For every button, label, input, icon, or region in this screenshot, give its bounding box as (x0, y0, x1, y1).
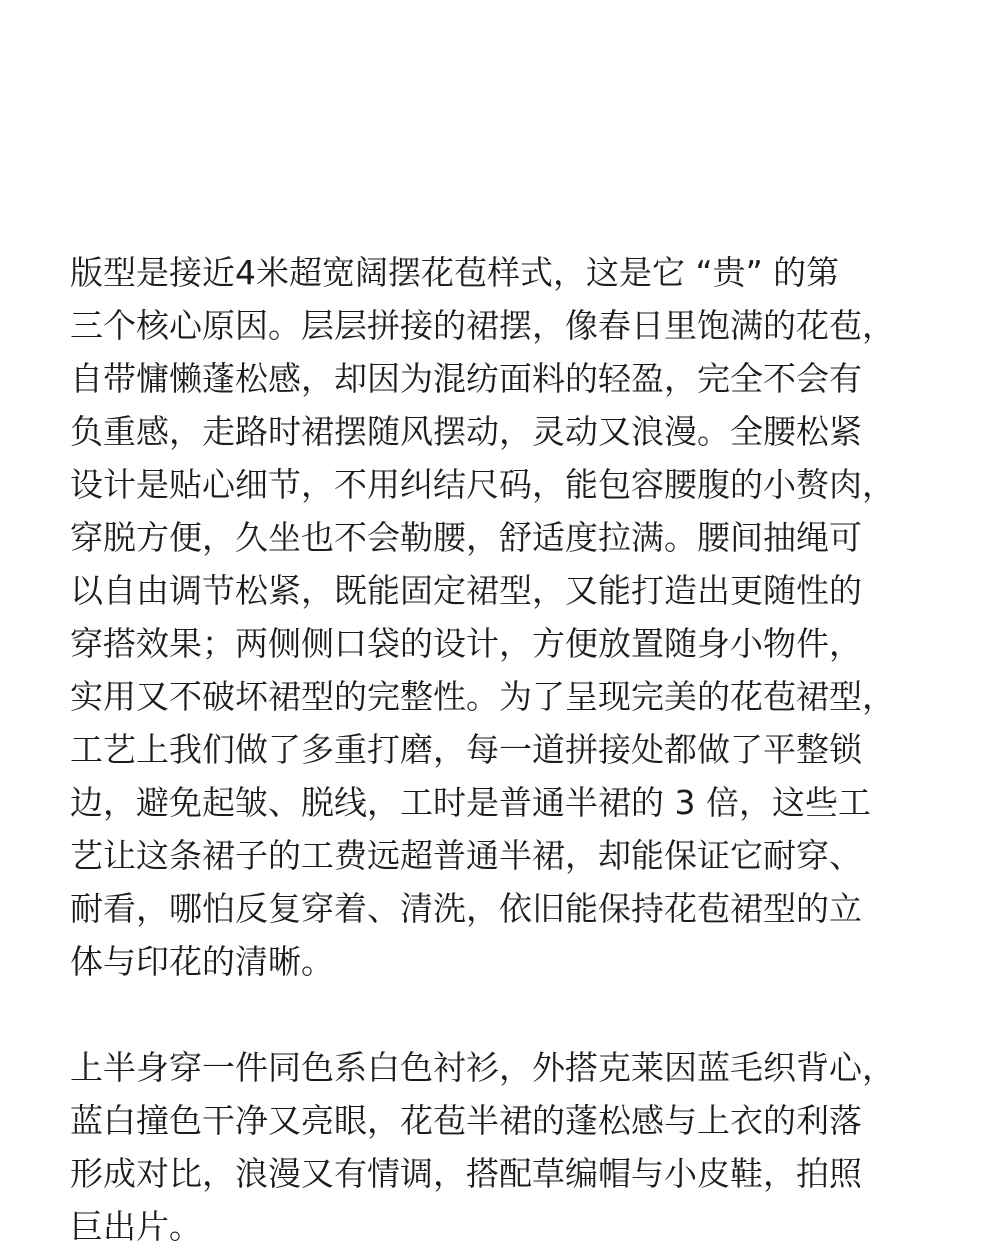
text-line: 穿搭效果；两侧侧口袋的设计，方便放置随身小物件， (70, 624, 862, 663)
text-line: 巨出片。 (70, 1207, 202, 1246)
paragraph-outfit (70, 1041, 900, 1253)
text-line: 以自由调节松紧，既能固定裙型，又能打造出更随性的 (70, 571, 862, 610)
text-line: 设计是贴心细节，不用纠结尺码，能包容腰腹的小赘肉， (70, 465, 895, 504)
text-line: 蓝白撞色干净又亮眼，花苞半裙的蓬松感与上衣的利落 (70, 1101, 862, 1140)
paragraph-skirt-design (70, 246, 900, 988)
text-line: 三个核心原因。层层拼接的裙摆，像春日里饱满的花苞， (70, 306, 895, 345)
text-line: 边，避免起皱、脱线，工时是普通半裙的 3 倍，这些工 (70, 783, 871, 822)
text-line: 耐看，哪怕反复穿着、清洗，依旧能保持花苞裙型的立 (70, 889, 862, 928)
text-line: 上半身穿一件同色系白色衬衫，外搭克莱因蓝毛织背心， (70, 1048, 895, 1087)
text-line: 版型是接近4米超宽阔摆花苞样式，这是它 “贵” 的第 (70, 253, 840, 292)
text-line: 工艺上我们做了多重打磨，每一道拼接处都做了平整锁 (70, 730, 862, 769)
text-line: 穿脱方便，久坐也不会勒腰，舒适度拉满。腰间抽绳可 (70, 518, 862, 557)
text-line: 体与印花的清晰。 (70, 942, 334, 981)
text-line: 形成对比，浪漫又有情调，搭配草编帽与小皮鞋，拍照 (70, 1154, 862, 1193)
text-line: 负重感，走路时裙摆随风摆动，灵动又浪漫。全腰松紧 (70, 412, 862, 451)
text-line: 自带慵懒蓬松感，却因为混纺面料的轻盈，完全不会有 (70, 359, 862, 398)
text-line: 艺让这条裙子的工费远超普通半裙，却能保证它耐穿、 (70, 836, 862, 875)
article-body (70, 246, 900, 1253)
text-line: 实用又不破坏裙型的完整性。为了呈现完美的花苞裙型， (70, 677, 895, 716)
